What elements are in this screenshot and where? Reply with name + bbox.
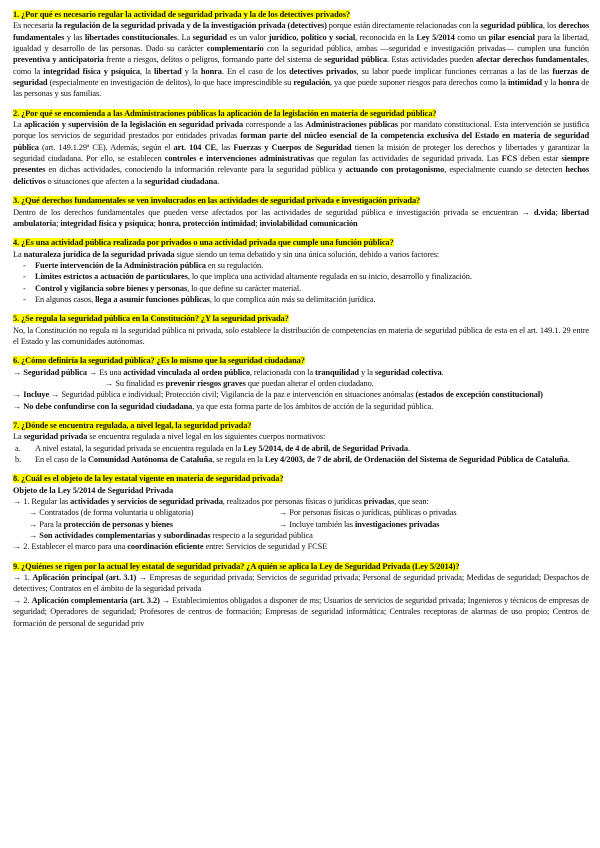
answer-line: → 2. Aplicación complementaria (art. 3.2) → Establecimientos obligados a disponer de ms; Usuarios de servicios de seguridad privada; Ingenieros y técnicos de empresas de seguridad; Operadores de seguridad; Profesores de centros de formación; Empresas de seguridad informática; Centrales receptoras de alarmas de uso propio; Centros de formación de personal de seguridad priv bbox=[13, 595, 589, 628]
answer-line: → 1. Aplicación principal (art. 3.1) → Empresas de seguridad privada; Servicios de seguridad privada; Personal de seguridad privada; Medidas de seguridad; Despachos de detectives; Contratos en el ámbito de la seguridad privada bbox=[13, 573, 589, 594]
question-title: 6. ¿Cómo definiría la seguridad pública? ¿Es lo mismo que la seguridad ciudadana? bbox=[13, 356, 305, 366]
bold-term: integridad física y psíquica bbox=[60, 218, 154, 228]
bold-term: Administraciones públicas bbox=[305, 120, 398, 130]
bold-term: Ley 5/2014, de 4 de abril, de Seguridad Privada bbox=[243, 443, 408, 453]
bold-term: actividad vinculada al orden público bbox=[123, 367, 250, 377]
bold-term: Ley 5/2014 bbox=[416, 32, 455, 42]
bold-term: d.vida bbox=[533, 207, 556, 217]
bold-term: No debe confundirse con la seguridad ciudadana bbox=[23, 401, 193, 411]
bold-term: actuando con protagonismo bbox=[345, 165, 445, 175]
question-title: 1. ¿Por qué es necesario regular la actividad de seguridad privada y la de los detectives privados? bbox=[13, 10, 350, 19]
question-title: 7. ¿Dónde se encuentra regulada, a nivel legal, la seguridad privada? bbox=[13, 421, 252, 430]
bold-term: Seguridad pública bbox=[23, 367, 87, 377]
question-7 bbox=[13, 420, 589, 465]
bold-term: libertad bbox=[154, 66, 182, 76]
bold-term: (estados de excepción constitucional) bbox=[415, 390, 543, 400]
answer-line: → 1. Regular las actividades y servicios de seguridad privada, realizados por personas físicas o jurídicas privadas, que sean: bbox=[13, 497, 429, 507]
question-2 bbox=[13, 108, 589, 187]
question-title: 9. ¿Quiénes se rigen por la actual ley estatal de seguridad privada? ¿A quién se aplica la Ley de Seguridad Privada (Ley 5/2014)? bbox=[13, 561, 460, 571]
bold-term: libertades constitucionales bbox=[84, 32, 177, 42]
list-item: - Control y vigilancia sobre bienes y personas, lo que define su carácter material. bbox=[35, 283, 589, 294]
bold-term: regulación bbox=[293, 78, 330, 88]
answer-paragraph: La seguridad privada se encuentra regulada a nivel legal en los siguientes cuerpos normativos: bbox=[13, 432, 326, 442]
bold-term: Fuerzas y Cuerpos de Seguridad bbox=[233, 142, 352, 152]
list-item: - Límites estrictos a actuación de particulares, lo que implica una actividad altamente regulada en su inicio, desarrollo y finalización. bbox=[35, 271, 589, 282]
bold-term: actividades y servicios de seguridad privada bbox=[70, 497, 223, 507]
bold-term: seguridad ciudadana bbox=[144, 176, 218, 186]
list-marker: b. bbox=[15, 455, 22, 465]
bold-term: preventiva y anticipatoria bbox=[13, 55, 104, 65]
bold-term: investigaciones privadas bbox=[354, 519, 440, 529]
answer-paragraph: No, la Constitución no regula ni la seguridad pública ni privada, solo establece la distribución de competencias en materia de seguridad pública de esta en el art. 149.1. 29 entre el Estado y las comunidades autónomas. bbox=[13, 325, 589, 346]
question-8 bbox=[13, 473, 589, 552]
question-9 bbox=[13, 561, 589, 629]
bold-term: detectives privados bbox=[289, 66, 357, 76]
question-6 bbox=[13, 355, 589, 412]
bold-term: Aplicación principal (art. 3.1) bbox=[32, 573, 137, 583]
bold-term: honra, protección intimidad bbox=[157, 218, 256, 228]
bold-term: afectar derechos fundamentales bbox=[475, 55, 587, 65]
question-title: 3. ¿Qué derechos fundamentales se ven involucrados en las actividades de seguridad privada e investigación privada? bbox=[13, 196, 421, 206]
bold-term: siempre presentes bbox=[13, 154, 589, 175]
bold-term: honra bbox=[558, 78, 580, 88]
list-item: a. A nivel estatal, la seguridad privada se encuentra regulada en la Ley 5/2014, de 4 de abril, de Seguridad Privada. bbox=[15, 443, 410, 453]
answer-line: → Son actividades complementarias y subordinadas respecto a la seguridad pública bbox=[29, 531, 313, 541]
answer-line: → Su finalidad es prevenir riesgos graves que puedan alterar el orden ciudadano. bbox=[105, 378, 374, 388]
bold-term: pilar esencial bbox=[488, 32, 535, 42]
bold-term: seguridad colectiva bbox=[374, 367, 442, 377]
bold-term: protección de personas y bienes bbox=[63, 519, 173, 529]
bold-term: derechos fundamentales bbox=[13, 21, 590, 42]
bold-term: tranquilidad bbox=[315, 367, 359, 377]
list-item: b. En el caso de la Comunidad Autónoma de Cataluña, se regula en la Ley 4/2003, de 7 de abril, de Ordenación del Sistema de Seguridad Pública de Cataluña. bbox=[15, 455, 570, 465]
bold-term: Control y vigilancia sobre bienes y personas bbox=[35, 283, 188, 293]
section-subtitle: Objeto de la Ley 5/2014 de Seguridad Privada bbox=[13, 485, 174, 495]
question-title: 8. ¿Cuál es el objeto de la ley estatal vigente en materia de seguridad privada? bbox=[13, 474, 284, 484]
bold-term: Fuerte intervención de la Administración pública bbox=[35, 260, 206, 270]
bold-term: Aplicación complementaria (art. 3.2) bbox=[31, 595, 160, 605]
bold-term: seguridad pública bbox=[324, 55, 387, 65]
question-4 bbox=[13, 237, 589, 305]
answer-paragraph: Dentro de los derechos fundamentales que pueden verse afectados por las actividades de seguridad pública e investigación privada se encuentran → d.vida; libertad ambulatoria; integridad física y psíquica; honra, protección intimidad; inviolabilidad comunicación bbox=[13, 207, 589, 228]
question-title: 5. ¿Se regula la seguridad pública en la Constitución? ¿Y la seguridad privada? bbox=[13, 314, 289, 324]
bold-term: prevenir riesgos graves bbox=[165, 378, 246, 388]
bold-term: art. 104 CE bbox=[173, 142, 217, 152]
list-marker: a. bbox=[15, 443, 21, 453]
answer-paragraph: Es necesaria la regulación de la seguridad privada y de la investigación privada (detectives) porque están directamente relacionadas con la seguridad pública, los derechos fundamentales y las libertades constitucionales. La seguridad es un valor jurídico, político y social, reconocida en la Ley 5/2014 como un pilar esencial para la libertad, igualdad y desarrollo de las personas. Dado su carácter complementario con la seguridad pública, ambas —seguridad e investigación privadas— cumplen una función preventiva y anticipatoria frente a riesgos, delitos o peligros, formando parte del sistema de seguridad pública. Estas actividades pueden afectar derechos fundamentales, como la integridad física y psíquica, la libertad y la honra. En el caso de los detectives privados, su labor puede implicar funciones cercanas a las de las fuerzas de seguridad (especialmente en investigación de delitos), lo que hace imprescindible su regulación, ya que puede suponer riesgos para derechos como la intimidad y la honra de las personas y sus familias. bbox=[13, 21, 590, 99]
bold-term: Son actividades complementarias y subordinadas bbox=[39, 531, 211, 541]
question-title: 2. ¿Por qué se encomienda a las Administraciones públicas la aplicación de la legislación en materia de seguridad pública? bbox=[13, 108, 437, 118]
answer-paragraph: La naturaleza jurídica de la seguridad privada sigue siendo un tema debatido y sin una única solución, debido a varios factores: bbox=[13, 249, 440, 259]
bold-term: naturaleza jurídica de la seguridad privada bbox=[23, 249, 175, 259]
bold-term: llega a asumir funciones públicas bbox=[95, 294, 210, 304]
answer-row: → Para la protección de personas y bienes → Incluye también las investigaciones privadas bbox=[29, 519, 440, 529]
question-5 bbox=[13, 313, 589, 347]
bold-term: Incluye bbox=[23, 390, 50, 400]
bold-term: libertad ambulatoria bbox=[13, 207, 589, 228]
bold-term: inviolabilidad comunicación bbox=[259, 218, 358, 228]
answer-line: → No debe confundirse con la seguridad ciudadana, ya que esta forma parte de los ámbitos de acción de la seguridad pública. bbox=[13, 401, 434, 411]
bold-term: jurídico, político y social bbox=[268, 32, 356, 42]
bold-term: Comunidad Autónoma de Cataluña bbox=[87, 455, 213, 465]
bold-term: seguridad pública bbox=[480, 21, 543, 31]
bold-term: privadas bbox=[363, 497, 395, 507]
answer-line: → Seguridad pública → Es una actividad vinculada al orden público, relacionada con la tranquilidad y la seguridad colectiva. bbox=[13, 367, 444, 377]
bold-term: complementario bbox=[206, 44, 264, 54]
question-title: 4. ¿Es una actividad pública realizada por privados o una actividad privada que cumple una función pública? bbox=[13, 238, 394, 248]
bold-term: coordinación eficiente bbox=[127, 542, 204, 552]
list-item: - Fuerte intervención de la Administración pública en su regulación. bbox=[35, 260, 589, 271]
bold-term: integridad física y psíquica bbox=[43, 66, 140, 76]
bold-term: la regulación de la seguridad privada y de la investigación privada (detectives) bbox=[55, 21, 327, 31]
answer-paragraph: La aplicación y supervisión de la legislación en seguridad privada corresponde a las Administraciones públicas por mandato constitucional. Esta intervención se justifica porque los servicios de seguridad prestados por entidades privadas forman parte del núcleo esencial de la competencia exclusiva del Estado en materia de seguridad pública (art. 149.1.29ª CE). Además, según el art. 104 CE, las Fuerzas y Cuerpos de Seguridad tienen la misión de proteger los derechos y libertades y garantizar la seguridad ciudadana. Por ello, se establecen controles e intervenciones administrativas que regulan las actividades de seguridad privada. Las FCS deben estar siempre presentes en dichas actividades, conociendo la información relevante para la seguridad pública y actuando con protagonismo, especialmente cuando se detecten hechos delictivos o situaciones que afecten a la seguridad ciudadana. bbox=[13, 120, 590, 186]
list-item: - En algunos casos, llega a asumir funciones públicas, lo que complica aún más su delimitación jurídica. bbox=[35, 294, 589, 305]
bold-term: controles e intervenciones administrativas bbox=[164, 154, 314, 164]
bold-term: intimidad bbox=[507, 78, 542, 88]
bold-term: seguridad bbox=[192, 32, 228, 42]
bold-term: honra bbox=[200, 66, 222, 76]
bold-term: fuerzas de seguridad bbox=[13, 66, 590, 88]
answer-row: → Contratados (de forma voluntaria u obligatoria) → Por personas físicas o jurídicas, públicas o privadas bbox=[29, 508, 457, 518]
bold-term: forman parte del núcleo esencial de la competencia exclusiva del Estado en materia de seguridad pública bbox=[13, 131, 589, 152]
bold-term: Límites estrictos a actuación de particulares bbox=[35, 272, 188, 282]
question-3 bbox=[13, 195, 589, 229]
answer-line: → Incluye → Seguridad pública e individual; Protección civil; Vigilancia de la paz e intervención en situaciones anómalas (estados de excepción constitucional) bbox=[13, 390, 543, 400]
bold-term: hechos delictivos bbox=[13, 165, 590, 186]
answer-line: → 2. Establecer el marco para una coordinación eficiente entre: Servicios de seguridad y FCSE bbox=[13, 542, 328, 552]
bold-term: Ley 4/2003, de 7 de abril, de Ordenación del Sistema de Seguridad Pública de Cataluña bbox=[264, 455, 568, 465]
factor-list bbox=[13, 260, 589, 305]
bold-term: FCS bbox=[501, 154, 518, 164]
bold-term: seguridad privada bbox=[23, 432, 88, 442]
bold-term: aplicación y supervisión de la legislación en seguridad privada bbox=[24, 120, 244, 130]
question-1 bbox=[13, 9, 589, 100]
